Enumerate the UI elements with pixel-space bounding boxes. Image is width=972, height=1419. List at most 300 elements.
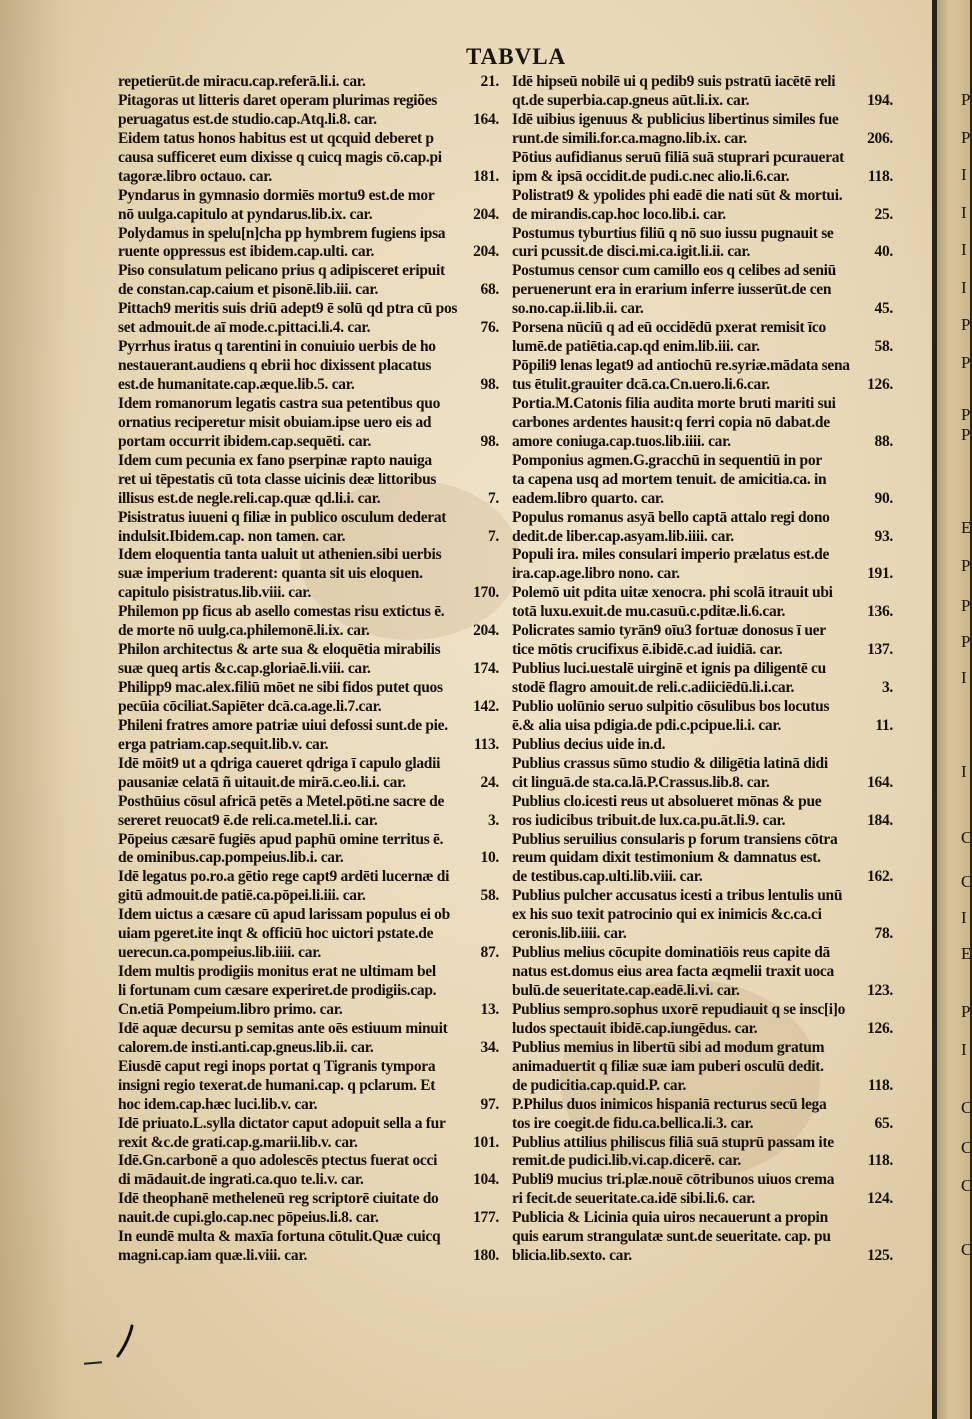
index-line [118,528,503,547]
index-line [118,849,503,868]
index-line [118,925,503,944]
index-text: nō uulga.capitulo at pyndarus.lib.ix. car. [118,205,373,223]
index-text: Publius decius uide in.d. [512,735,666,753]
page-reference: 184. [867,811,893,829]
index-line [118,262,503,281]
page-reference: 3. [487,811,499,829]
page-reference: 45. [874,300,893,318]
index-text: qt.de superbia.cap.gneus aūt.li.ix. car. [512,91,750,109]
index-text: nestauerant.audiens q ebrii hoc dixissent placatus [118,357,432,375]
page-reference: 204. [473,622,499,640]
index-text: ruente oppressus est ibidem.cap.ulti. car. [118,243,375,261]
index-line [118,812,503,831]
index-line [512,1115,897,1134]
page-reference: 104. [473,1171,499,1189]
edge-letter: C [961,1240,972,1259]
index-text: lumē.de patiētia.cap.qd enim.lib.iii. car. [512,338,760,356]
index-line [118,92,503,111]
adjacent-page-edge [937,0,970,1419]
index-line [118,546,503,565]
edge-letter: E [961,518,972,537]
index-text: Publius clo.icesti reus ut absolueret mōnas & pue [512,792,822,810]
page-reference: 10. [480,849,499,867]
index-line [512,660,897,679]
index-line [118,130,503,149]
index-line [512,982,897,1001]
edge-letter: P [961,90,971,109]
edge-letter: P [961,128,971,147]
index-text: Pyndarus in gymnasio dormiēs mortu9 est.de mor [118,186,435,204]
index-line [118,755,503,774]
index-line [512,906,897,925]
index-text: peruenerunt era in erarium inferre iusserūt.de cen [512,281,832,299]
page-reference: 68. [480,281,499,299]
index-text: Polydamus in spelu[n]cha pp hymbrem fugiens ipsa [118,224,446,242]
index-line [118,395,503,414]
index-text: set admouit.de aī mode.c.pittaci.li.4. car. [118,319,371,337]
index-text: pecūia cōciliat.Sapiēter dcā.ca.age.li.7.car. [118,697,382,715]
index-text: carbones ardentes hausit:q ferri copia nō dabat.de [512,413,830,431]
index-text: Eidem tatus honos habitus est ut qcquid deberet p [118,129,434,147]
index-text: tos ire coegit.de fidu.ca.bellica.li.3. car. [512,1114,754,1132]
index-text: ornatius reciperetur misit obuiam.ipse uero eis ad [118,413,432,431]
index-line [512,471,897,490]
index-line [512,755,897,774]
index-text: insigni regio texerat.de humani.cap. q pclarum. Et [118,1076,436,1094]
edge-letter: I [961,668,967,687]
index-line [118,149,503,168]
edge-letter: E [961,944,972,963]
index-text: Portia.M.Catonis filia audita morte bruti mariti sui [512,394,836,412]
index-text: sereret reuocat9 ē.de reli.ca.metel.li.i. car. [118,811,378,829]
index-text: totā luxu.exuit.de mu.casuū.c.pditæ.li.6.car. [512,603,786,621]
index-line [512,736,897,755]
right-column [512,73,897,1266]
index-text: Polistrat9 & ypolides phi eadē die nati sūt & mortui. [512,186,843,204]
edge-letter: P [961,632,971,651]
page-reference: 126. [867,376,893,393]
index-line [118,471,503,490]
index-line [118,641,503,660]
index-line [118,225,503,244]
index-line [512,376,897,395]
page-reference: 98. [480,376,499,393]
index-text: reum quidam dixit testimonium & damnatus est. [512,849,821,867]
edge-letter: C [961,1176,972,1195]
index-text: Publius attilius philiscus filiā suā stuprū passam ite [512,1133,834,1151]
index-text: Cn.etiā Pompeium.libro primo. car. [118,1000,343,1018]
index-line [118,793,503,812]
edge-letter: I [961,240,967,259]
index-text: Philon architectus & arte sua & eloquētia mirabilis [118,641,441,659]
index-line [118,490,503,509]
index-line [512,111,897,130]
index-line [512,584,897,603]
page-reference: 13. [480,1000,499,1018]
index-line [118,622,503,641]
index-text: Pōpeius cæsarē fugiēs apud paphū omine territus ē. [118,830,444,848]
index-line [118,1115,503,1134]
index-line [118,736,503,755]
index-line [512,433,897,452]
index-line [512,565,897,584]
index-text: ipm & ipsā occidit.de pudi.c.nec alio.li.6.car. [512,167,790,185]
index-line [118,111,503,130]
index-text: tice mōtis crucifixus ē.ibidē.c.ad iuidiā. car. [512,641,783,659]
index-text: runt.de simili.for.ca.magno.lib.ix. car. [512,129,747,147]
index-line [512,1152,897,1171]
index-text: Polemō uit pdita uitæ xenocra. phi scolā itrauit ubi [512,584,833,602]
index-line [512,490,897,509]
index-line [118,963,503,982]
edge-letter: P [961,596,971,615]
page-reference: 118. [867,1076,893,1094]
index-text: Idē hipseū nobilē ui q pedib9 suis pstratū iacētē reli [512,73,836,90]
index-text: blicia.lib.sexto. car. [512,1247,632,1265]
index-text: ludos spectauit ibidē.cap.iungēdus. car. [512,1019,758,1037]
index-line [118,168,503,187]
page-reference: 7. [487,527,499,545]
page-reference: 65. [874,1114,893,1132]
page-reference: 118. [867,167,893,185]
index-text: Idem romanorum legatis castra sua petentibus quo [118,394,441,412]
index-text: Publius seruilius consularis p forum transiens cōtra [512,830,838,848]
page-reference: 206. [867,129,893,147]
index-text: bulū.de seueritate.cap.eadē.li.vi. car. [512,982,740,999]
index-text: Pōtius aufidianus seruū filiā suā stuprari pcurauerat [512,148,845,166]
index-text: eadem.libro quarto. car. [512,489,664,507]
index-text: Idem eloquentia tanta ualuit ut athenien.sibi uerbis [118,546,442,564]
index-text: Pisistratus iuueni q filiæ in publico osculum dederat [118,508,447,526]
page-reference: 124. [867,1190,893,1208]
index-line [118,906,503,925]
index-text: so.no.cap.ii.lib.ii. car. [512,300,644,318]
index-line [118,584,503,603]
index-line [512,528,897,547]
index-text: Idē priuato.L.sylla dictator caput adopuit sella a fur [118,1114,446,1132]
page-reference: 174. [473,660,499,678]
index-line [512,509,897,528]
page-reference: 21. [480,73,499,90]
index-line [118,1171,503,1190]
index-text: P.Philus duos inimicos hispaniā recturus secū lega [512,1095,827,1113]
index-text: uiam pgeret.ite inqt & officiū hoc uictori pstate.de [118,925,434,943]
page-header: TABVLA [466,44,567,69]
index-line [512,357,897,376]
index-text: Philemon pp ficus ab asello comestas risu extictus ē. [118,603,445,621]
index-text: Pittach9 meritis suis driū adept9 ē solū qd ptra cū pos [118,300,458,318]
index-line [512,1228,897,1247]
index-line [512,395,897,414]
index-text: Publicia & Licinia quia uiros necauerunt a propin [512,1209,828,1227]
page-reference: 137. [867,641,893,659]
index-text: de ominibus.cap.pompeius.lib.i. car. [118,849,344,867]
index-line [118,1209,503,1228]
index-line [118,603,503,622]
index-line [512,338,897,357]
index-text: Publio uolūnio seruo sulpitio cōsulibus bos locutus [512,697,830,715]
index-line [118,1247,503,1266]
page-reference: 191. [867,565,893,583]
index-line [118,1001,503,1020]
page-reference: 40. [874,243,893,261]
page-reference: 25. [874,205,893,223]
index-line [512,281,897,300]
page-reference: 123. [867,982,893,999]
edge-letter: I [961,165,967,184]
page-reference: 164. [473,110,499,128]
index-text: Pōpili9 lenas legat9 ad antiochū re.syriæ.mādata sena [512,357,850,375]
index-line [118,831,503,850]
index-line [118,509,503,528]
edge-letter: P [961,315,971,334]
index-text: Idē uibius igenuus & publicius libertinus similes fue [512,110,839,128]
index-line [118,774,503,793]
edge-letter: P [961,425,971,444]
index-line [512,149,897,168]
index-text: Posthūius cōsul africā petēs a Metel.pōti.ne sacre de [118,792,445,810]
index-line [512,73,897,92]
index-line [118,982,503,1001]
index-text: de morte nō uulg.ca.philemonē.li.ix. car. [118,622,370,640]
index-line [512,679,897,698]
index-line [512,1001,897,1020]
index-text: Publi9 mucius tri.plæ.nouē cōtribunos uiuos crema [512,1171,835,1189]
index-text: de mirandis.cap.hoc loco.lib.i. car. [512,205,726,223]
index-line [512,887,897,906]
index-text: portam occurrit ibidem.cap.sequēti. car. [118,432,372,450]
index-text: hoc idem.cap.hæc luci.lib.v. car. [118,1095,318,1113]
index-line [118,357,503,376]
index-line [118,414,503,433]
index-line [118,1228,503,1247]
page-reference: 126. [867,1019,893,1037]
index-line [512,168,897,187]
index-text: de constan.cap.caium et pisonē.lib.iii. car. [118,281,379,299]
index-text: quis earum strangulatæ sunt.de seueritate. cap. pu [512,1228,831,1246]
index-line [512,1209,897,1228]
page-reference: 11. [875,716,893,734]
page-reference: 97. [480,1095,499,1113]
index-text: peruagatus est.de studio.cap.Atq.li.8. car. [118,110,377,128]
index-text: Publius memius in libertū sibi ad modum gratum [512,1038,825,1056]
index-line [118,1077,503,1096]
index-text: dedit.de liber.cap.asyam.lib.iiii. car. [512,527,734,545]
page-reference: 87. [480,944,499,962]
index-line [512,187,897,206]
index-line [118,433,503,452]
index-text: Publius melius cōcupite dominatiōis reus capite dā [512,944,830,962]
index-text: Postumus censor cum camillo eos q celibes ad seniū [512,262,836,280]
index-line [512,925,897,944]
index-text: Policrates samio tyrān9 oīu3 fortuæ donosus ī uer [512,622,826,640]
index-text: Idē mōit9 ut a qdriga caueret qdriga ī capulo gladii [118,754,441,772]
page-reference: 177. [473,1209,499,1227]
index-text: In eundē multa & maxīa fortuna cōtulit.Quæ cuicq [118,1228,441,1246]
index-text: gitū admouit.de patiē.ca.pōpei.li.iii. car. [118,887,366,905]
index-text: erga patriam.cap.sequit.lib.v. car. [118,735,329,753]
page-reference: 180. [473,1247,499,1265]
edge-letter: C [961,1098,972,1117]
edge-letter: P [961,1002,971,1021]
index-text: magni.cap.iam quæ.li.viii. car. [118,1247,308,1265]
page-reference: 194. [867,91,893,109]
index-line [512,963,897,982]
index-line [512,944,897,963]
pen-mark [114,1322,144,1362]
index-text: Publius luci.uestalē uirginē et ignis pa diligentē cu [512,660,826,678]
index-text: Publius crassus sūmo studio & diligētia latinā didi [512,754,828,772]
index-line [118,338,503,357]
page-reference: 88. [874,432,893,450]
edge-letter: P [961,353,971,372]
index-text: Idē legatus po.ro.a gētio rege capt9 ardēti lucernæ di [118,868,450,886]
index-text: Eiusdē caput regi inops portat q Tigranis tympora [118,1057,436,1075]
index-text: Idem uictus a cæsare cū apud larissam populus ei ob [118,906,450,924]
page-reference: 181. [473,167,499,185]
index-text: Porsena nūciū q ad eū occidēdū pxerat remisit īco [512,319,826,337]
page-reference: 24. [480,773,499,791]
page-reference: 3. [881,679,893,696]
index-line [512,717,897,736]
index-text: Populi ira. miles consulari imperio prælatus est.de [512,546,830,564]
index-line [512,319,897,338]
index-text: Idē.Gn.carbonē a quo adolescēs ptectus fuerat occi [118,1152,438,1170]
index-line [512,1058,897,1077]
index-line [118,281,503,300]
index-text: ri fecit.de seueritate.ca.idē sibi.li.6. car. [512,1190,755,1208]
index-line [512,1134,897,1153]
index-line [118,1058,503,1077]
page-reference: 78. [874,925,893,943]
index-text: Piso consulatum pelicano prius q adipisceret eripuit [118,262,445,280]
index-text: Postumus tyburtius filiū q nō suo iussu pugnauit se [512,224,834,242]
index-line [512,603,897,622]
index-text: repetierūt.de miracu.cap.referā.li.i. car. [118,73,366,90]
index-text: est.de humanitate.cap.æque.lib.5. car. [118,376,355,393]
index-line [118,1020,503,1039]
index-text: Publius sempro.sophus uxorē repudiauit q se insc[i]o [512,1000,846,1018]
index-text: li fortunam cum cæsare experiret.de prodigiis.cap. [118,982,437,999]
index-line [512,1096,897,1115]
edge-letter: P [961,405,971,424]
index-line [118,887,503,906]
left-column [118,73,503,1266]
page-reference: 76. [480,319,499,337]
edge-letter: I [961,203,967,222]
index-text: uerecun.ca.pompeius.lib.iiii. car. [118,944,321,962]
edge-letter: I [961,278,967,297]
index-line [118,376,503,395]
page-reference: 113. [473,735,499,753]
index-line [512,774,897,793]
page-reference: 118. [867,1152,893,1170]
index-text: Publius pulcher accusatus icesti a tribus lentulis unū [512,887,843,905]
index-text: pausaniæ celatā ñ uitauit.de mirā.c.eo.li.i. car. [118,773,406,791]
index-text: tus ētulit.grauiter dcā.ca.Cn.uero.li.6.car. [512,376,770,393]
index-line [512,262,897,281]
index-line [512,622,897,641]
index-text: Populus romanus asyā bello captā attalo regi dono [512,508,830,526]
edge-letter: C [961,1138,972,1157]
index-text: rexit &c.de grati.cap.g.marii.lib.v. car. [118,1133,358,1151]
page-reference: 125. [867,1247,893,1265]
index-line [512,812,897,831]
index-text: Idem cum pecunia ex fano pserpinæ rapto nauiga [118,451,432,469]
index-text: ret ui tēpestatis cū tota classe uicinis deæ littoribus [118,470,437,488]
index-line [118,300,503,319]
index-line [118,1152,503,1171]
index-text: natus est.domus eius area facta æqmelii traxit uoca [512,963,834,981]
index-line [512,92,897,111]
index-text: ira.cap.age.libro nono. car. [512,565,680,583]
index-text: nauit.de cupi.glo.cap.nec pōpeius.li.8. car. [118,1209,379,1227]
index-line [512,225,897,244]
page-reference: 7. [487,489,499,507]
index-text: suæ imperium traderent: quanta sit uis eloquen. [118,565,423,583]
index-text: de pudicitia.cap.quid.P. car. [512,1076,687,1094]
edge-letter: I [961,908,967,927]
index-text: Idē aquæ decursu p semitas ante oēs estiuum minuit [118,1019,448,1037]
page-reference: 34. [480,1038,499,1056]
index-text: de testibus.cap.ulti.lib.viii. car. [512,868,703,886]
index-text: capitulo pisistratus.lib.viii. car. [118,584,312,602]
index-line [512,206,897,225]
page-reference: 136. [867,603,893,621]
index-text: amore coniuga.cap.tuos.lib.iiii. car. [512,432,731,450]
index-line [512,831,897,850]
index-text: Pyrrhus iratus q tarentini in conuiuio uerbis de ho [118,338,436,356]
index-text: ros iudicibus tribuit.de lux.ca.pu.āt.li.9. car. [512,811,786,829]
index-text: calorem.de insti.anti.cap.gneus.lib.ii. car. [118,1038,374,1056]
page-reference: 101. [473,1133,499,1151]
index-line [512,130,897,149]
index-line [512,452,897,471]
index-line [512,1039,897,1058]
index-text: tagoræ.libro octauo. car. [118,167,272,185]
edge-letter: I [961,762,967,781]
pen-dash [84,1361,102,1365]
index-text: curi pcussit.de disci.mi.ca.igit.li.ii. car. [512,243,751,261]
index-text: Idem multis prodigiis monitus erat ne ultimam bel [118,963,436,981]
index-line [118,717,503,736]
index-text: ē.& alia uisa pdigia.de pdi.c.pcipue.li.i. car. [512,716,782,734]
index-line [118,1134,503,1153]
index-line [118,868,503,887]
edge-letter: I [961,1040,967,1059]
edge-letter: C [961,828,972,847]
page-reference: 90. [874,489,893,507]
index-text: ceronis.lib.iiii. car. [512,925,627,943]
index-text: stodē flagro amouit.de reli.c.adiiciēdū.li.i.car. [512,679,795,696]
page-reference: 93. [874,527,893,545]
index-text: suæ queq artis &c.cap.gloriaē.li.viii. car. [118,660,371,678]
index-line [512,1020,897,1039]
page-reference: 204. [473,243,499,261]
index-line [118,1096,503,1115]
index-line [118,565,503,584]
index-line [512,793,897,812]
index-text: Philipp9 mac.alex.filiū mōet ne sibi fidos putet quos [118,679,443,696]
index-line [512,1247,897,1266]
index-text: di mādauit.de ingrati.ca.quo te.li.v. car. [118,1171,364,1189]
index-text: cit linguā.de sta.ca.lā.P.Crassus.lib.8. car. [512,773,770,791]
index-text: illisus est.de negle.reli.cap.quæ qd.li.i. car. [118,489,381,507]
index-line [512,698,897,717]
index-line [118,679,503,698]
page-reference: 164. [867,773,893,791]
page-reference: 170. [473,584,499,602]
